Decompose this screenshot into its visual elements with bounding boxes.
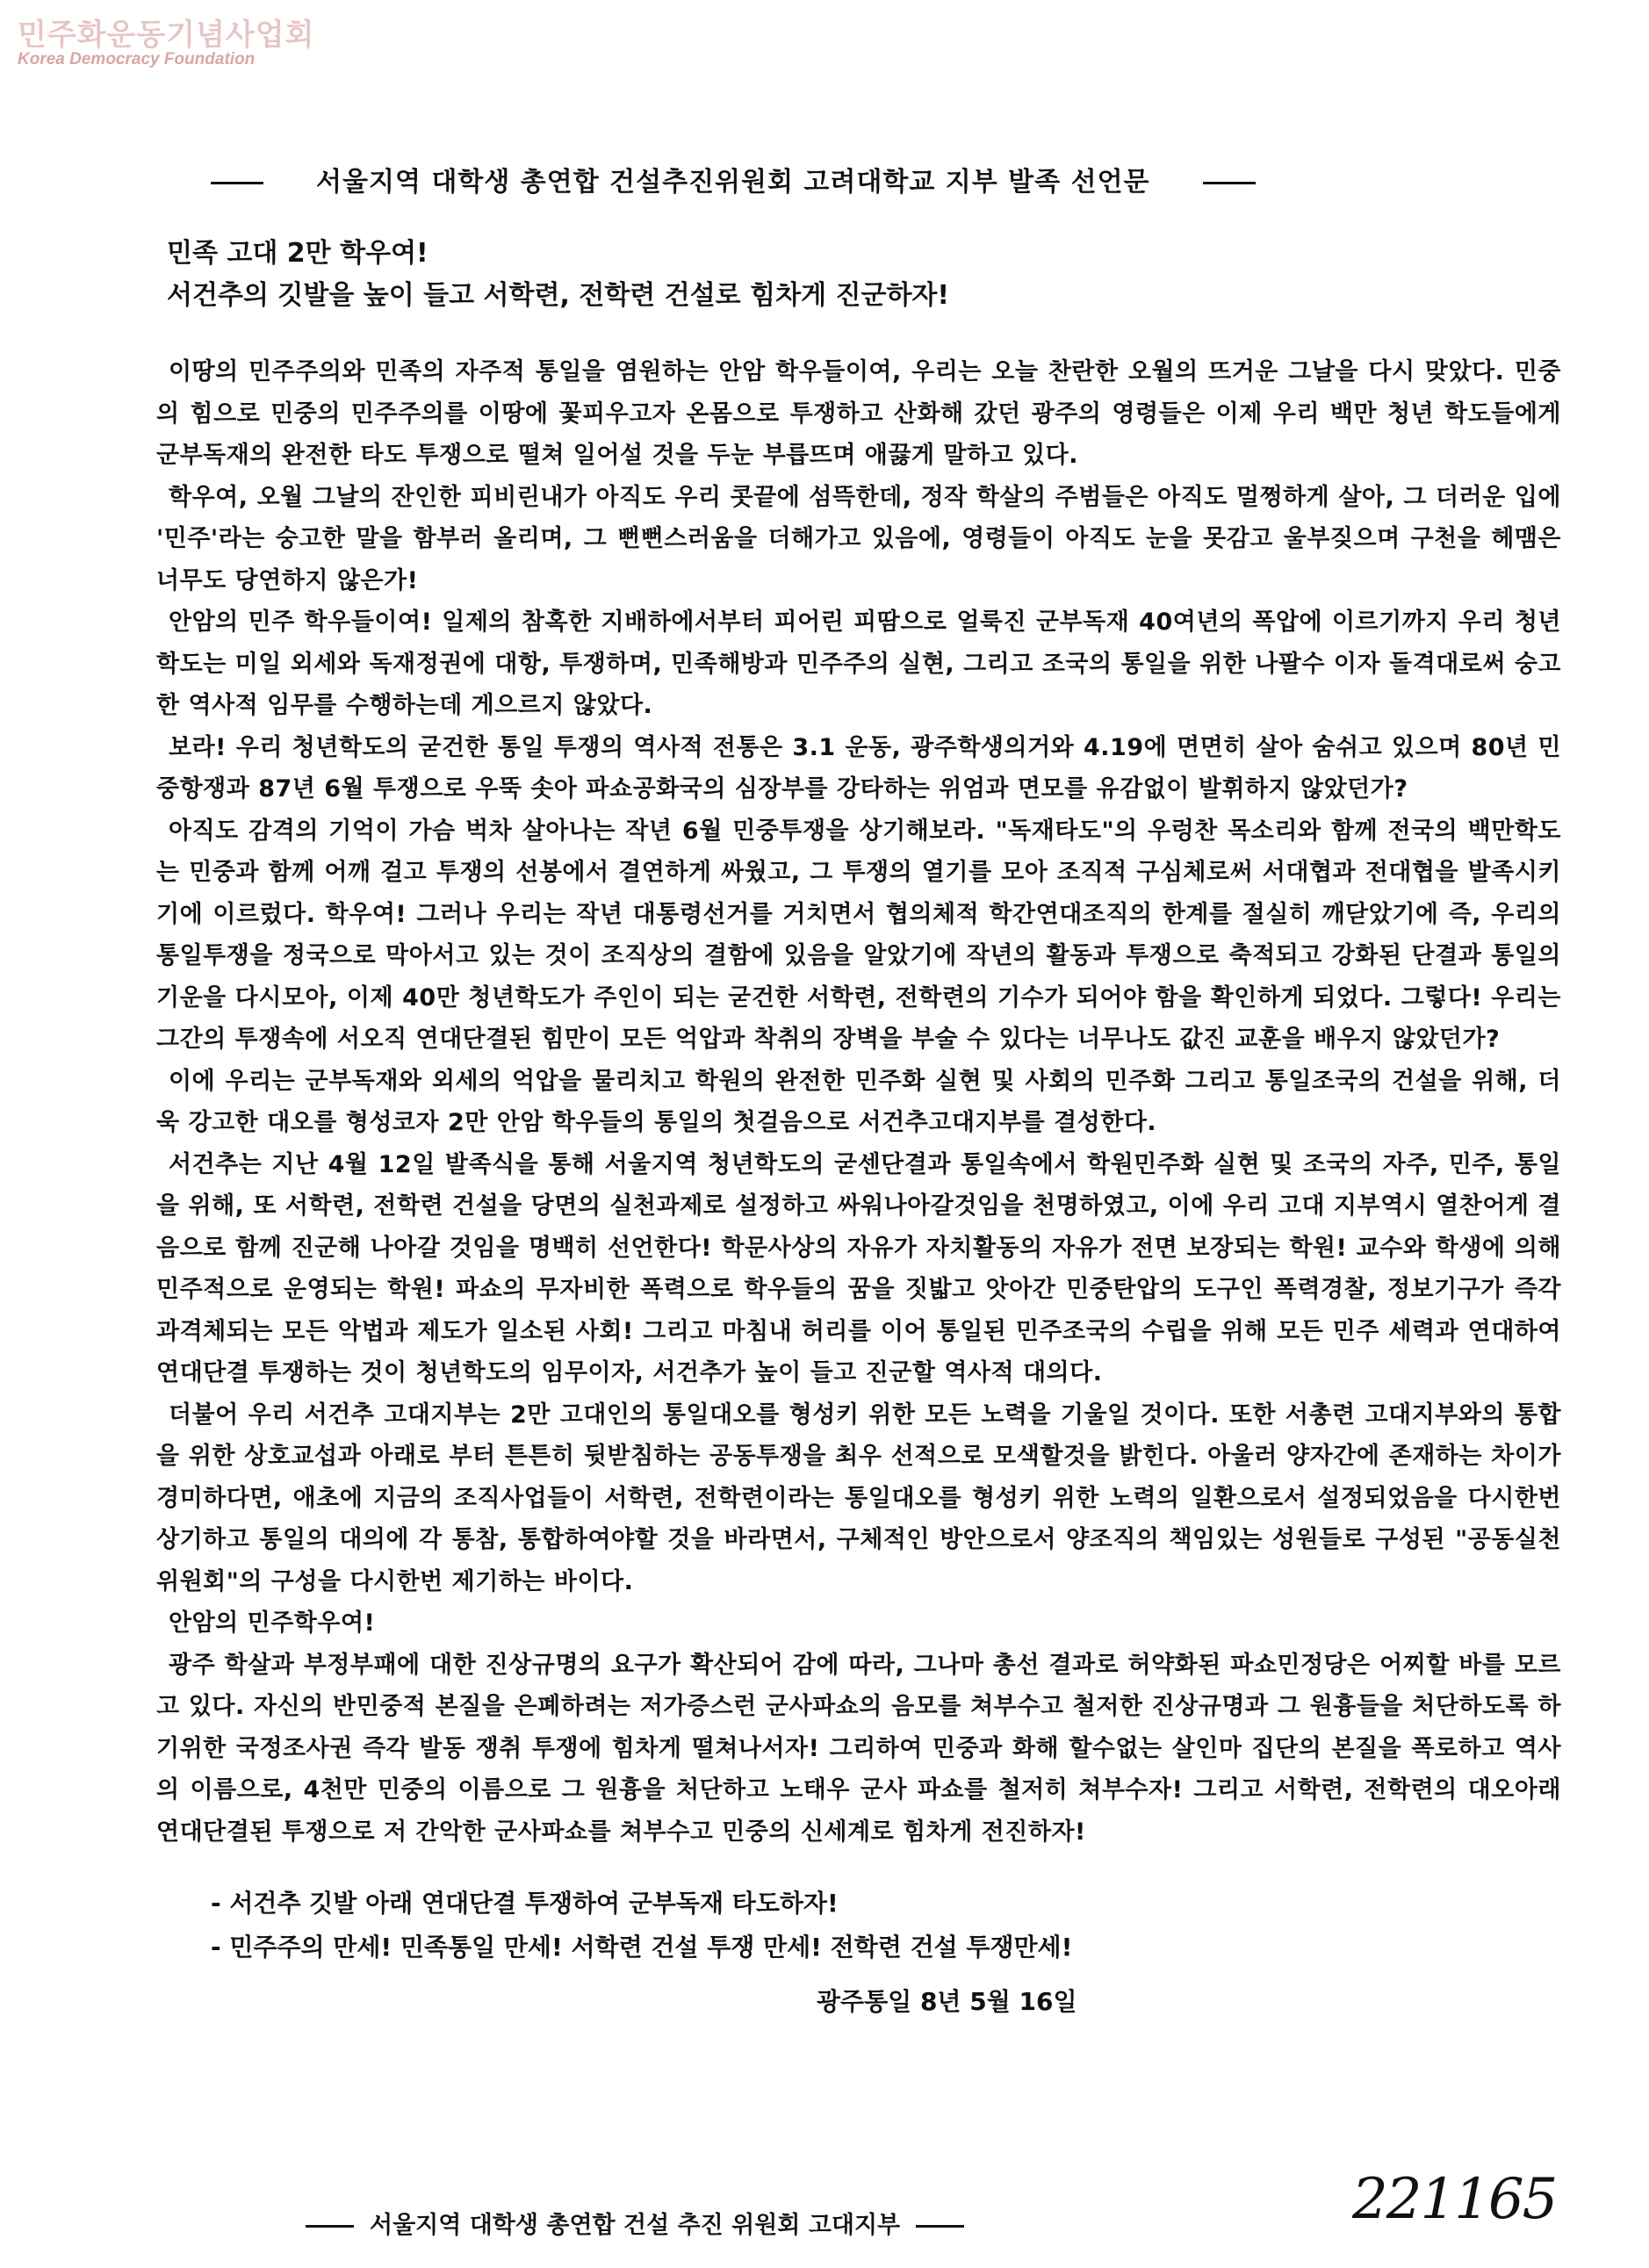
slogan-line: - 민주주의 만세! 민족통일 만세! 서학련 건설 투쟁 만세! 전학련 건설 투쟁만세! (211, 1933, 1073, 1962)
title-text: 서울지역 대학생 총연합 건설추진위원회 고려대학교 지부 발족 선언문 (316, 167, 1150, 198)
slogans (211, 1882, 1072, 1969)
document-title (158, 160, 1484, 198)
watermark-english: Korea Democracy Foundation (18, 50, 256, 68)
body-paragraph: 이땅의 민주주의와 민족의 자주적 통일을 염원하는 안암 학우들이여, 우리는 오늘 찬란한 오월의 뜨거운 그날을 다시 맞았다. 민중의 힘으로 민중의 민주주의를 이땅에 꽃피우고자 온몸으로 투쟁하고 산화해 갔던 광주의 영령들은 이제 우리 백만 청년 학도들에게 군부독재의 완전한 타도 투쟁으로 떨쳐 일어설 것을 두눈 부릅뜨며 애끓게 말하고 있다. (156, 358, 1561, 469)
body-paragraph: 안암의 민주 학우들이여! 일제의 참혹한 지배하에서부터 피어린 피땀으로 얼룩진 군부독재 40여년의 폭압에 이르기까지 우리 청년학도는 미일 외세와 독재정권에 대항, 투쟁하며, 민족해방과 민주주의 실현, 그리고 조국의 통일을 위한 나팔수 이자 돌격대로써 숭고한 역사적 임무를 수행하는데 게으르지 않았다. (156, 608, 1561, 719)
body-paragraph: 보라! 우리 청년학도의 굳건한 통일 투쟁의 역사적 전통은 3.1 운동, 광주학생의거와 4.19에 면면히 살아 숨쉬고 있으며 80년 민중항쟁과 87년 6월 투쟁으로 우뚝 솟아 파쇼공화국의 심장부를 강타하는 위엄과 면모를 유감없이 발휘하지 않았던가? (156, 733, 1561, 803)
title-dash-left (211, 182, 263, 184)
body-paragraph: 더불어 우리 서건추 고대지부는 2만 고대인의 통일대오를 형성키 위한 모든 노력을 기울일 것이다. 또한 서총련 고대지부와의 통합을 위한 상호교섭과 아래로 부터 튼튼히 뒷받침하는 공동투쟁을 최우 선적으로 모색할것을 밝힌다. 아울러 양자간에 존재하는 차이가 경미하다면, 애초에 지금의 조직사업들이 서학련, 전학련이라는 통일대오를 형성키 위한 노력의 일환으로서 설정되었음을 다시한번 상기하고 통일의 대의에 각 통참, 통합하여야할 것을 바라면서, 구체적인 방안으로서 양조직의 책임있는 성원들로 구성된 "공동실천위원회"의 구성을 다시한번 제기하는 바이다. (156, 1400, 1561, 1595)
slogan-line: - 서건추 깃발 아래 연대단결 투쟁하여 군부독재 타도하자! (211, 1889, 839, 1918)
document-date: 광주통일 8년 5월 16일 (817, 1987, 1077, 2016)
body-paragraph: 아직도 감격의 기억이 가슴 벅차 살아나는 작년 6월 민중투쟁을 상기해보라. "독재타도"의 우렁찬 목소리와 함께 전국의 백만학도는 민중과 함께 어깨 걸고 투쟁의 선봉에서 결연하게 싸웠고, 그 투쟁의 열기를 모아 조직적 구심체로써 서대협과 전대협을 발족시키기에 이르렀다. 학우여! 그러나 우리는 작년 대통령선거를 거치면서 협의체적 학간연대조직의 한계를 절실히 깨닫았기에 즉, 우리의 통일투쟁을 정국으로 막아서고 있는 것이 조직상의 결함에 있음을 알았기에 작년의 활동과 투쟁으로 축적되고 강화된 단결과 통일의 기운을 다시모아, 이제 40만 청년학도가 주인이 되는 굳건한 서학련, 전학련의 기수가 되어야 함을 확인하게 되었다. 그렇다! 우리는 그간의 투쟁속에 서오직 연대단결된 힘만이 모든 억압과 착취의 장벽을 부술 수 있다는 너무나도 값진 교훈을 배우지 않았던가? (156, 817, 1561, 1053)
watermark-korean: 민주화운동기념사업회 (18, 18, 315, 53)
body-paragraph: 서건추는 지난 4월 12일 발족식을 통해 서울지역 청년학도의 굳센단결과 통일속에서 학원민주화 실현 및 조국의 자주, 민주, 통일을 위해, 또 서학련, 전학련 건설을 당면의 실천과제로 설정하고 싸워나아갈것임을 천명하였고, 이에 우리 고대 지부역시 열찬어게 결음으로 함께 진군해 나아갈 것임을 명백히 선언한다! 학문사상의 자유가 자치활동의 자유가 전면 보장되는 학원! 교수와 학생에 의해 민주적으로 운영되는 학원! 파쇼의 무자비한 폭력으로 학우들의 꿈을 짓밟고 앗아간 민중탄압의 도구인 폭력경찰, 정보기구가 즉각 과격체되는 모든 악법과 제도가 일소된 사회! 그리고 마침내 허리를 이어 통일된 민주조국의 수립을 위해 모든 민주 세력과 연대하여 연대단결 투쟁하는 것이 청년학도의 임무이자, 서건추가 높이 들고 진군할 역사적 대의다. (156, 1150, 1561, 1386)
salutation-line-2: 서건추의 깃발을 높이 들고 서학련, 전학련 건설로 힘차게 진군하자! (167, 280, 950, 311)
issuer-signature (290, 2206, 980, 2240)
body-paragraph: 광주 학살과 부정부패에 대한 진상규명의 요구가 확산되어 감에 따라, 그나마 총선 결과로 허약화된 파쇼민정당은 어찌할 바를 모르고 있다. 자신의 반민중적 본질을 은폐하려는 저가증스런 군사파쇼의 음모를 쳐부수고 철저한 진상규명과 그 원흉들을 처단하도록 하기위한 국정조사권 즉각 발동 쟁취 투쟁에 힘차게 떨쳐나서자! 그리하여 민중과 화해 할수없는 살인마 집단의 본질을 폭로하고 역사의 이름으로, 4천만 민중의 이름으로 그 원흉을 처단하고 노태우 군사 파쇼를 철저히 쳐부수자! 그리고 서학련, 전학련의 대오아래 연대단결된 투쟁으로 저 간악한 군사파쇼를 쳐부수고 민중의 신세계로 힘차게 전진하자! (156, 1651, 1561, 1846)
body-paragraph: 학우여, 오월 그날의 잔인한 피비린내가 아직도 우리 콧끝에 섬뜩한데, 정작 학살의 주범들은 아직도 멀쩡하게 살아, 그 더러운 입에 '민주'라는 숭고한 말을 함부러 올리며, 그 뻔뻔스러움을 더해가고 있음에, 영령들이 아직도 눈을 못감고 울부짖으며 구천을 헤맴은 너무도 당연하지 않은가! (156, 483, 1561, 594)
body-paragraph: 안암의 민주학우여! (169, 1609, 376, 1637)
handwritten-document-number: 221165 (1352, 2167, 1557, 2232)
body-paragraph: 이에 우리는 군부독재와 외세의 억압을 물리치고 학원의 완전한 민주화 실현 및 사회의 민주화 그리고 통일조국의 건설을 위해, 더욱 강고한 대오를 형성코자 2만 안암 학우들의 통일의 첫걸음으로 서건추고대지부를 결성한다. (156, 1067, 1561, 1136)
salutation-line-1: 민족 고대 2만 학우여! (167, 238, 428, 269)
footer-dash-right (916, 2225, 964, 2228)
footer-dash-left (306, 2225, 354, 2228)
issuer-name: 서울지역 대학생 총연합 건설 추진 위원회 고대지부 (370, 2212, 901, 2239)
title-dash-right (1203, 182, 1256, 184)
declaration-body (156, 351, 1561, 1853)
salutation (167, 233, 1589, 317)
watermark (18, 11, 314, 69)
